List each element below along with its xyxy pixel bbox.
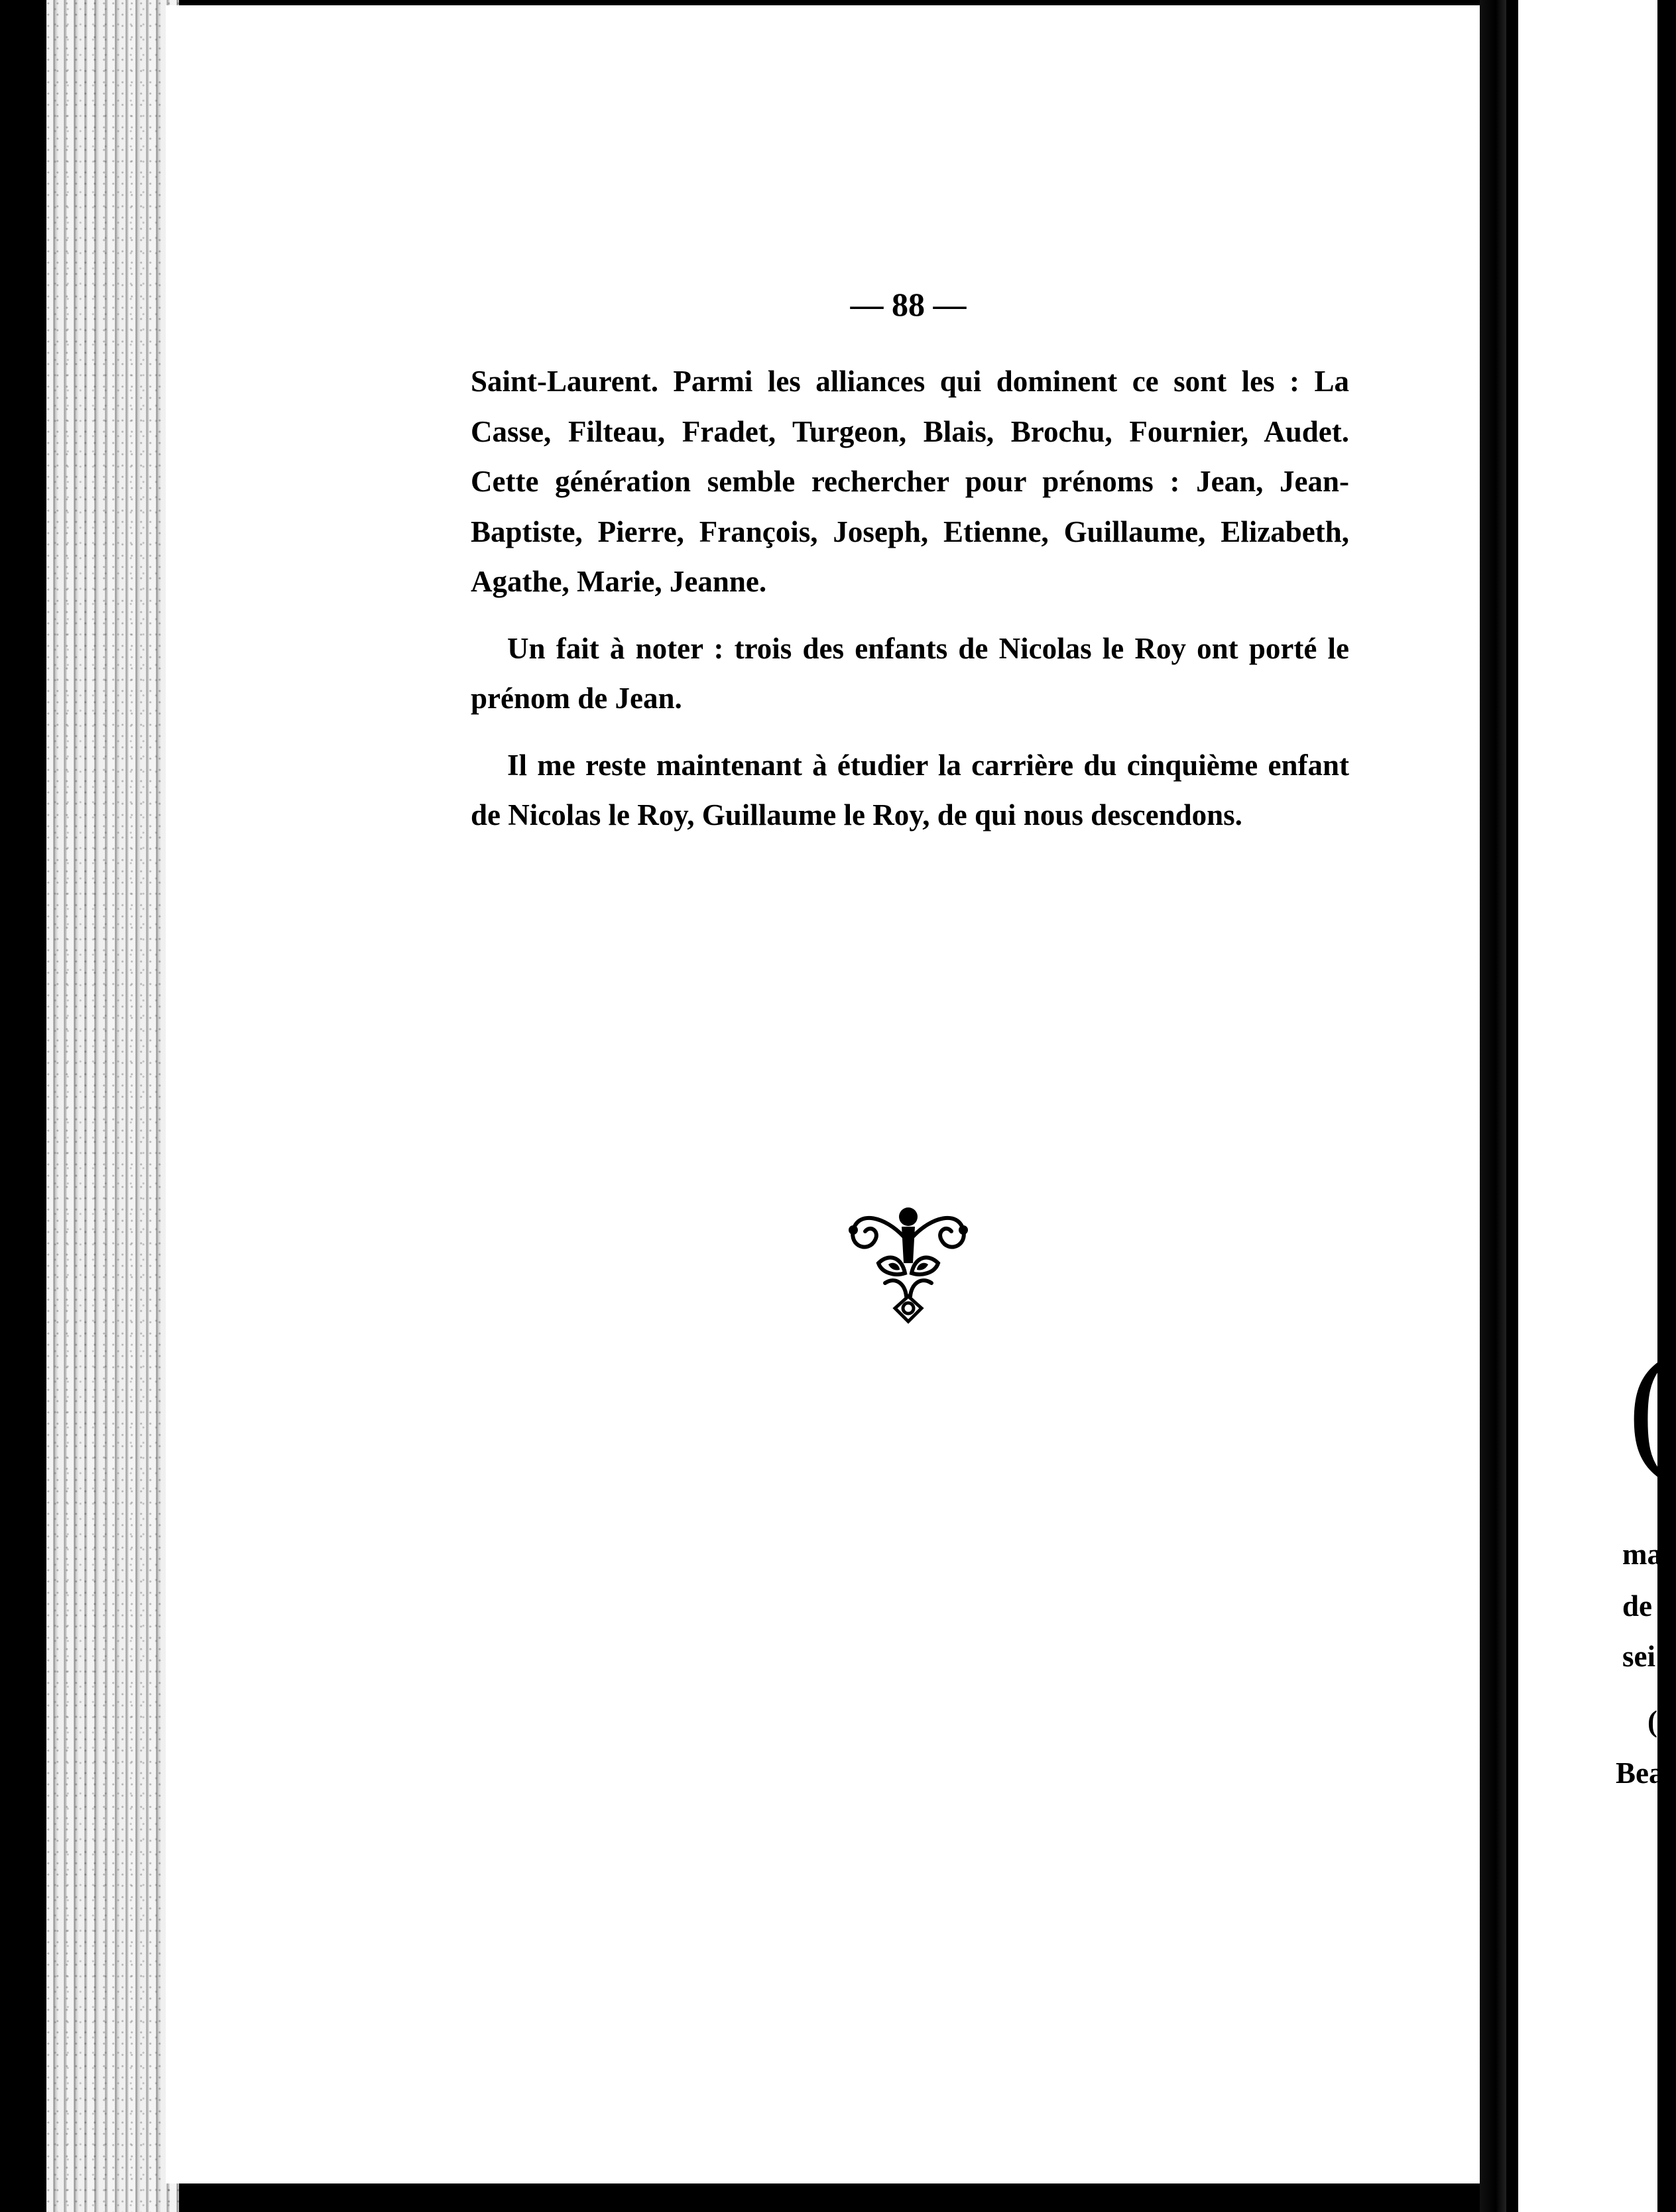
- paragraph-1: Saint-Laurent. Parmi les alliances qui dominent ce sont les : La Casse, Filteau, Fradet, Turgeon, Blais, Brochu, Fournier, Audet. Cette génération semble rechercher pour prénoms : Jean, Jean-Baptiste, Pierre, François, Joseph, Etienne, Guillaume, Elizabeth, Agathe, Marie, Jeanne.: [471, 365, 1349, 598]
- facing-page-fragment-1: ma: [1622, 1538, 1662, 1571]
- paragraph-2: Un fait à noter : trois des enfants de Nicolas le Roy ont porté le prénom de Jean.: [471, 631, 1349, 715]
- facing-page-fragment-5: Bea: [1616, 1756, 1664, 1790]
- facing-page-large-letter: (: [1628, 1325, 1676, 1487]
- facing-page-fragment-2: de: [1622, 1589, 1652, 1623]
- book-page: [166, 5, 1485, 2183]
- page-number: — 88 —: [850, 286, 967, 323]
- floral-ornament-icon: [839, 1190, 978, 1329]
- page-block-edge: [46, 0, 179, 2212]
- facing-page-fragment-3: sei: [1622, 1640, 1655, 1673]
- facing-page-fragment-4: (: [1647, 1705, 1657, 1738]
- facing-page: [1512, 0, 1657, 2212]
- paragraph-3: Il me reste maintenant à étudier la carrière du cinquième enfant de Nicolas le Roy, Guillaume le Roy, de qui nous descendons.: [471, 748, 1349, 831]
- book-gutter: [1480, 0, 1506, 2212]
- page-body-text: [471, 357, 1349, 857]
